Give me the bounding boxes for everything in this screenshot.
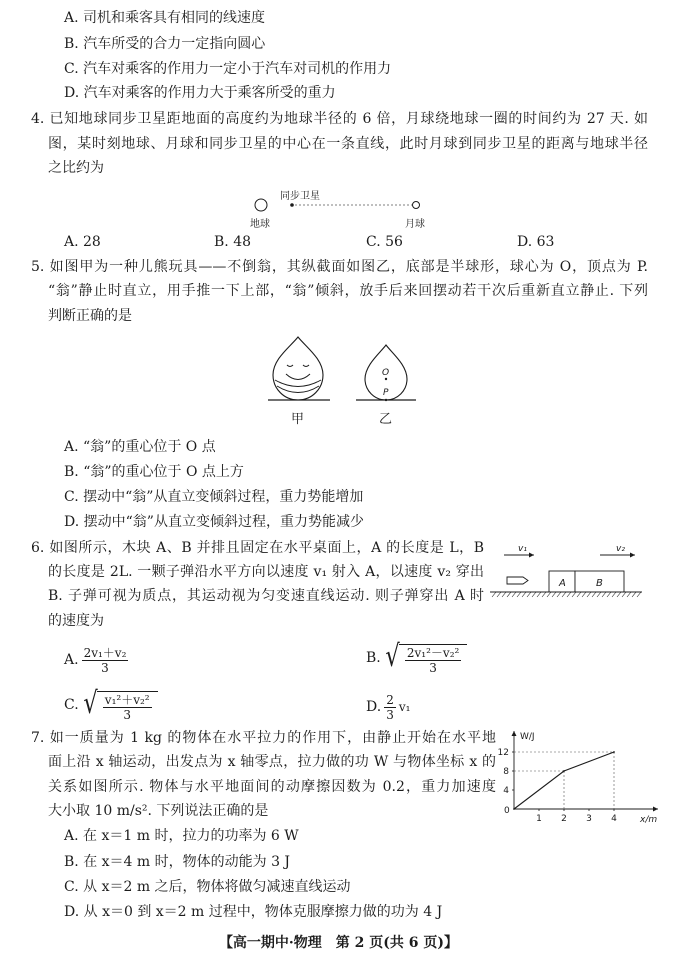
satellite-dot	[290, 203, 294, 207]
hatch-mark	[597, 592, 601, 597]
figure-label-a: 甲	[291, 412, 305, 427]
q6-option-d-label: D.	[366, 699, 382, 715]
q5-option-a: A. “翁”的重心位于 O 点	[64, 439, 216, 455]
q4-option-d: D. 63	[517, 234, 555, 250]
q7-option-c: C. 从 x＝2 m 之后，物体将做匀减速直线运动	[64, 879, 351, 895]
data-point	[513, 808, 515, 810]
hatch-mark	[497, 592, 501, 597]
fraction-numerator: 2	[386, 692, 394, 707]
velocity-in-label: v₁	[518, 544, 527, 554]
q4-option-a: A. 28	[64, 234, 101, 250]
hatch-mark	[512, 592, 516, 597]
q6-line-1: 6. 如图所示，木块 A、B 并排且固定在水平桌面上，A 的长度是 L，B	[31, 540, 484, 556]
q6-option-c-label: C.	[64, 697, 79, 713]
fraction-numerator: v₁²＋v₂²	[104, 693, 150, 707]
q5-option-d: D. 摆动中“翁”从直立变倾斜过程，重力势能减少	[64, 514, 364, 530]
hatch-mark	[517, 592, 521, 597]
earth-label: 地球	[250, 219, 270, 230]
x-tick-label: 3	[586, 814, 592, 824]
q6-option-d-tail: v₁	[398, 700, 411, 714]
hatch-mark	[532, 592, 536, 597]
hatch-mark	[592, 592, 596, 597]
velocity-out-label: v₂	[616, 544, 625, 554]
center-o-dot	[385, 378, 387, 380]
hatch-mark	[527, 592, 531, 597]
q7-line-1: 7. 如一质量为 1 kg 的物体在水平拉力的作用下，由静止开始在水平地	[31, 730, 496, 746]
velocity-out-arrowhead	[630, 553, 635, 558]
q6-option-b-fraction	[405, 646, 461, 675]
q6-option-c-fraction	[103, 693, 152, 722]
velocity-in-arrowhead	[529, 553, 534, 558]
q6-line-2: 的长度是 2L. 一颗子弹沿水平方向以速度 v₁ 射入 A，以速度 v₂ 穿出	[48, 564, 484, 580]
y-axis-arrow-icon	[512, 731, 517, 736]
hatch-mark	[577, 592, 581, 597]
moon-circle	[413, 202, 420, 209]
hatch-mark	[562, 592, 566, 597]
origin-label: 0	[504, 806, 510, 816]
y-axis-label: W/J	[520, 732, 535, 742]
earth-circle	[255, 199, 267, 211]
hatch-mark	[622, 592, 626, 597]
q7-line-3: 关系如图所示. 物体与水平地面间的动摩擦因数为 0.2，重力加速度	[48, 779, 496, 795]
q7-line-2: 面上沿 x 轴运动，出发点为 x 轴零点，拉力做的功 W 与物体坐标 x 的	[48, 754, 496, 770]
q3-option-d: D. 汽车对乘客的作用力大于乘客所受的重力	[64, 85, 336, 101]
hatch-mark	[612, 592, 616, 597]
hatch-mark	[617, 592, 621, 597]
q7-option-d: D. 从 x＝0 到 x＝2 m 过程中，物体克服摩擦力做的功为 4 J	[64, 904, 443, 920]
x-axis-label: x/m	[640, 815, 658, 825]
q6-option-c	[64, 688, 158, 722]
q6-line-4: 的速度为	[48, 613, 104, 629]
hatch-mark	[572, 592, 576, 597]
work-position-graph	[490, 725, 670, 830]
x-tick-label: 2	[561, 814, 567, 824]
q5-line-2: “翁”静止时直立，用手推一下上部，“翁”倾斜，放手后来回摆动若干次后重新直立静止. 下列	[48, 283, 648, 299]
hatch-mark	[627, 592, 631, 597]
q4-option-c: C. 56	[366, 234, 403, 250]
hatch-mark	[492, 592, 496, 597]
hatch-mark	[522, 592, 526, 597]
q6-option-b-label: B.	[366, 650, 381, 666]
q7-option-b: B. 在 x＝4 m 时，物体的动能为 3 J	[64, 854, 291, 870]
q4-line-1: 4. 已知地球同步卫星距地面的高度约为地球半径的 6 倍，月球绕地球一圈的时间约为 27 天. 如	[31, 111, 648, 127]
hatch-mark	[587, 592, 591, 597]
square-root	[383, 641, 468, 675]
q3-option-a: A. 司机和乘客具有相同的线速度	[64, 10, 266, 26]
q6-option-d-fraction	[384, 693, 396, 722]
hatch-mark	[557, 592, 561, 597]
x-tick-label: 1	[536, 814, 542, 824]
bullet	[507, 577, 528, 584]
hatch-mark	[507, 592, 511, 597]
fraction-denominator: 3	[123, 708, 132, 722]
point-o-label: O	[382, 368, 390, 378]
square-root	[81, 688, 158, 722]
q7-line-4: 大小取 10 m/s². 下列说法正确的是	[48, 803, 269, 819]
q5-line-3: 判断正确的是	[48, 308, 132, 324]
radicand	[97, 691, 158, 722]
satellite-label: 同步卫星	[280, 191, 320, 202]
block-a-label: A	[559, 578, 566, 589]
page-footer: 【高一期中·物理 第 2 页(共 6 页)】	[218, 935, 459, 951]
tumbler-toy-body	[273, 337, 323, 400]
q4-line-2: 图，某时刻地球、月球和同步卫星的中心在一条直线，此时月球到同步卫星的距离与地球半径	[48, 136, 648, 152]
block-b-label: B	[596, 578, 603, 589]
y-tick-label: 4	[503, 786, 509, 796]
fraction-denominator: 3	[386, 707, 394, 722]
fraction-denominator: 3	[101, 660, 109, 675]
q4-diagram	[240, 187, 440, 232]
q6-line-3: B. 子弹可视为质点，其运动视为匀变速直线运动. 则子弹穿出 A 时	[48, 588, 484, 604]
hatch-mark	[552, 592, 556, 597]
point-p-label: P	[383, 388, 389, 398]
hatch-mark	[602, 592, 606, 597]
hatch-mark	[607, 592, 611, 597]
q6-option-a	[64, 643, 131, 677]
hatch-mark	[582, 592, 586, 597]
y-tick-label: 8	[503, 767, 509, 777]
hatch-mark	[632, 592, 636, 597]
q6-option-b	[366, 641, 467, 675]
q5-option-c: C. 摆动中“翁”从直立变倾斜过程，重力势能增加	[64, 489, 364, 505]
q6-option-d	[366, 690, 410, 724]
x-tick-label: 4	[611, 814, 617, 824]
hatch-mark	[537, 592, 541, 597]
radicand	[399, 644, 467, 675]
table-hatching	[492, 592, 641, 597]
hatch-mark	[637, 592, 641, 597]
q6-option-a-fraction	[82, 646, 129, 675]
hatch-mark	[567, 592, 571, 597]
q6-diagram	[490, 540, 645, 604]
q3-option-b: B. 汽车所受的合力一定指向圆心	[64, 36, 266, 52]
x-axis-arrow-icon	[653, 807, 658, 812]
q5-figures	[266, 333, 426, 405]
q6-option-a-label: A.	[64, 652, 79, 668]
q4-option-b: B. 48	[214, 234, 252, 250]
fraction-denominator: 3	[429, 661, 437, 675]
hatch-mark	[542, 592, 546, 597]
moon-label: 月球	[405, 219, 425, 230]
radical-sign-icon: √	[385, 639, 400, 674]
figure-label-b: 乙	[379, 412, 393, 427]
y-tick-label: 12	[497, 748, 509, 758]
hatch-mark	[547, 592, 551, 597]
hatch-mark	[502, 592, 506, 597]
q3-option-c: C. 汽车对乘客的作用力一定小于汽车对司机的作用力	[64, 61, 392, 77]
q5-line-1: 5. 如图甲为一种儿熊玩具——不倒翁，其纵截面如图乙，底部是半球形，球心为 O，顶点为 P.	[31, 259, 648, 275]
q5-option-b: B. “翁”的重心位于 O 点上方	[64, 464, 244, 480]
q4-line-3: 之比约为	[48, 160, 104, 176]
q7-option-a: A. 在 x＝1 m 时，拉力的功率为 6 W	[64, 828, 299, 844]
radical-sign-icon: √	[83, 686, 98, 721]
data-point	[563, 770, 565, 772]
fraction-numerator: 2v₁＋v₂	[83, 645, 127, 660]
data-point	[613, 751, 615, 753]
fraction-numerator: 2v₁²－v₂²	[406, 646, 460, 660]
